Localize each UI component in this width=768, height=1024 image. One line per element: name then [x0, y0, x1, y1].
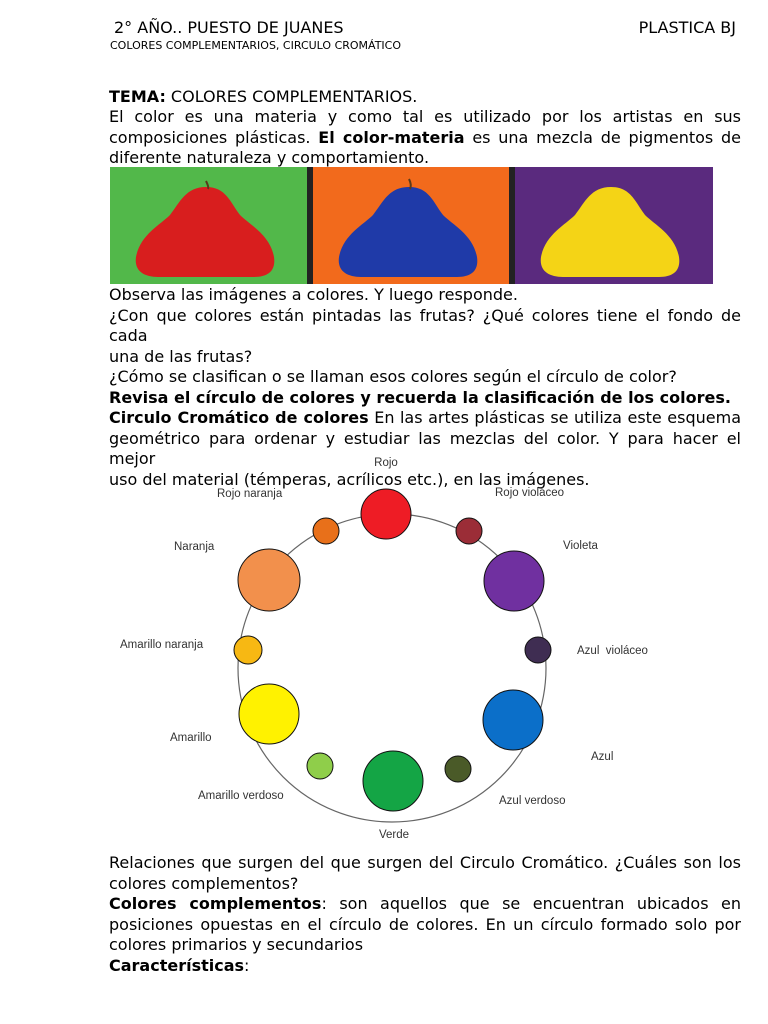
swatch-azul-violaceo — [525, 637, 551, 663]
label-azul-verdoso: Azul verdoso — [499, 795, 566, 807]
question-fruits-line-2: una de las frutas? — [109, 346, 253, 366]
label-amarillo: Amarillo — [170, 732, 212, 744]
complementos-line-1 — [109, 894, 741, 915]
header-course: 2° AÑO.. PUESTO DE JUANES — [114, 18, 344, 37]
label-rojo-violaceo: Rojo violáceo — [495, 487, 565, 499]
question-fruits-line-1: ¿Con que colores están pintadas las frutas? ¿Qué colores tiene el fondo de cada — [109, 305, 741, 345]
color-wheel-diagram — [109, 452, 669, 844]
label-azul-violaceo: Azul violáceo — [577, 645, 648, 657]
complementos-line-1-rest: : son aquellos que se encuentran ubicados en — [321, 894, 741, 913]
swatch-azul-verdoso — [445, 756, 471, 782]
swatch-violeta — [484, 551, 544, 611]
label-amarillo-naranja: Amarillo naranja — [120, 639, 204, 651]
label-azul: Azul — [591, 751, 614, 763]
instruction-review: Revisa el círculo de colores y recuerda la clasificación de los colores. — [109, 387, 731, 407]
question-classify: ¿Cómo se clasifican o se llaman esos colores según el círculo de color? — [109, 367, 677, 386]
circulo-line-3: uso del material (témperas, acrílicos etc.), en las imágenes. — [109, 469, 590, 489]
circulo-title: Circulo Cromático de colores — [109, 408, 369, 427]
bottom-block — [109, 853, 741, 976]
swatch-verde — [363, 751, 423, 811]
caracteristicas-colon: : — [244, 955, 250, 975]
label-verde: Verde — [378, 829, 410, 841]
label-amarillo-verdoso: Amarillo verdoso — [198, 790, 284, 802]
caracteristicas-heading — [109, 956, 741, 977]
label-naranja: Naranja — [174, 541, 215, 553]
caracteristicas-title: Características — [109, 955, 245, 975]
painting-red-pear — [110, 167, 307, 284]
circulo-line-2: geométrico para ordenar y estudiar las mezclas del color. Y para hacer el mejor — [109, 428, 741, 468]
intro-line-3: diferente naturaleza y comportamiento. — [109, 148, 430, 167]
color-materia-term: El color-materia — [318, 127, 465, 147]
tema-text: COLORES COMPLEMENTARIOS. — [165, 87, 418, 106]
tema-label: TEMA: — [109, 87, 166, 106]
swatch-naranja — [238, 549, 300, 611]
question-observe: Observa las imágenes a colores. Y luego responde. — [109, 285, 518, 304]
swatch-rojo-violaceo — [456, 518, 482, 544]
swatch-amarillo-verdoso — [307, 753, 333, 779]
circulo-line-1-rest: En las artes plásticas se utiliza este esquema — [374, 408, 741, 427]
complementos-title: Colores complementos — [109, 894, 322, 913]
intro-line-2c: es una mezcla de pigmentos de — [472, 127, 742, 147]
intro-paragraph — [109, 107, 741, 169]
relaciones-line-2: colores complementos? — [109, 873, 299, 893]
relaciones-line-1: Relaciones que surgen del que surgen del Circulo Cromático. ¿Cuáles son los — [109, 853, 741, 872]
label-rojo-naranja: Rojo naranja — [217, 488, 283, 500]
label-rojo: Rojo — [374, 457, 398, 469]
intro-line-2a: composiciones plásticas. — [109, 127, 311, 147]
header-subtitle: COLORES COMPLEMENTARIOS, CIRCULO CROMÁTICO — [110, 39, 402, 52]
painting-yellow-pear — [515, 167, 713, 284]
swatch-amarillo-naranja — [234, 636, 262, 664]
swatch-rojo-naranja — [313, 518, 339, 544]
complementos-line-3: colores primarios y secundarios — [109, 935, 364, 954]
circulo-line-1 — [109, 408, 741, 429]
intro-line-1: El color es una materia y como tal es utilizado por los artistas en sus — [109, 107, 741, 126]
painting-blue-pear — [313, 167, 509, 284]
pear-paintings-image — [110, 167, 713, 284]
tema-heading — [109, 87, 741, 108]
intro-line-2 — [109, 128, 741, 149]
header-subject: PLASTICA BJ — [638, 18, 736, 37]
complementos-line-2: posiciones opuestas en el círculo de colores. En un círculo formado solo por — [109, 914, 741, 934]
label-violeta: Violeta — [563, 540, 598, 552]
swatch-rojo — [361, 489, 411, 539]
swatch-azul — [483, 690, 543, 750]
swatch-amarillo — [239, 684, 299, 744]
